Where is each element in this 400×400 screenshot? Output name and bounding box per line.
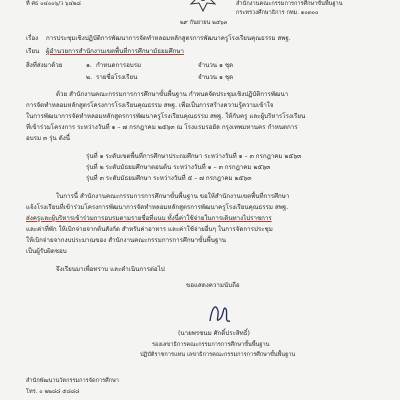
closing-line: จึงเรียนมาเพื่อทราบ และดำเนินการต่อไป [56,266,165,273]
body-line: และค่าที่พัก ให้เบิกจ่ายจากต้นสังกัด สำหรับค่าอาหาร และค่าใช้จ่ายอื่นๆ ในการจัดการประชุม [26,226,273,233]
subject-label: เรื่อง [26,35,39,42]
signature-icon [206,299,232,327]
attachment-no: ๑. [86,62,92,69]
signer-title: รองเลขาธิการคณะกรรมการการศึกษาขั้นพื้นฐาน [152,342,270,348]
body-line: ในการพัฒนาการจัดทำหลอมหลักสูตรการพัฒนาครูโรงเรียนคุณธรรม สพฐ. ให้กับครู และผู้บริหารโรงเรียน [26,113,306,120]
attachment-text: รายชื่อโรงเรียน [96,74,138,81]
body-line: ด้วย สำนักงานคณะกรรมการการศึกษาขั้นพื้นฐาน กำหนดจัดประชุมเชิงปฏิบัติการพัฒนา [56,91,289,98]
body-line: แจ้งโรงเรียนที่เข้าร่วมโครงการพัฒนาการจัดทำหลอมหลักสูตรการพัฒนาครูโรงเรียนคุณธรรม สพฐ. [26,204,289,211]
attachment-text: กำหนดการอบรม [96,62,142,69]
attachment-qty: จำนวน ๑ ชุด [198,74,234,81]
recipient-label: เรียน [26,48,40,55]
attachment-no: ๒. [86,74,93,81]
agency-address: กระทรวงศึกษาธิการ กทม. ๑๐๓๐๐ [236,10,319,16]
round-item: รุ่นที่ ๒ ระดับมัธยมศึกษาตอนต้น ระหว่างวันที่ ๑ – ๓ กรกฎาคม ๒๕๖๓ [86,164,271,171]
subject-text: การประชุมเชิงปฏิบัติการพัฒนาการจัดทำหลอมหลักสูตรการพัฒนาครูโรงเรียนคุณธรรม สพฐ. [46,35,291,42]
round-item: รุ่นที่ ๑ ระดับเขตพื้นที่การศึกษาประถมศึกษา ระหว่างวันที่ ๑ – ๓ กรกฎาคม ๒๕๖๓ [86,153,302,160]
attachments-label: สิ่งที่ส่งมาด้วย [26,62,63,69]
body-line: การจัดทำหลอมหลักสูตรโครงการโรงเรียนคุณธรรม สพฐ. เพื่อเป็นการสร้างความรู้ความเข้าใจ [26,102,274,109]
body-line: ให้เบิกจ่ายจากงบประมาณของ สำนักงานคณะกรรมการการศึกษาขั้นพื้นฐาน [26,237,227,244]
recipient-text: ผู้อำนวยการสำนักงานเขตพื้นที่การศึกษามัธยมศึกษา [46,48,184,55]
body-line: อบรม ๓ รุ่น ดังนี้ [26,135,70,142]
agency-name: สำนักงานคณะกรรมการการศึกษาขั้นพื้นฐาน [236,1,343,7]
attachment-qty: จำนวน ๑ ชุด [198,62,234,69]
body-line: ที่เข้าร่วมโครงการ ระหว่างวันที่ ๑ – ๗ กรกฎาคม ๒๕๖๓ ณ โรงแรมรอยัล กรุงเทพมหานคร กำหนดการ [26,124,298,131]
body-line: ส่งครูและผู้บริหารเข้าร่วมการอบรมตามรายชื่อที่แนบ ทั้งนี้ค่าใช้จ่ายในการเดินทางไปราชการ [26,215,272,222]
footer-office: สำนักพัฒนานวัตกรรมการจัดการศึกษา [26,378,119,384]
document-date: ๒๙ กันยายน ๒๕๖๓ [180,20,228,26]
signer-title-secondary: ปฏิบัติราชการแทน เลขาธิการคณะกรรมการการศึกษาขั้นพื้นฐาน [140,352,296,358]
signer-name: (นายพรชนม ศักดิ์ประสิทธิ์) [178,330,250,337]
body-line: ในการนี้ สำนักงานคณะกรรมการการศึกษาขั้นพื้นฐาน ขอให้สำนักงานเขตพื้นที่การศึกษา [56,193,290,200]
footer-phone: โทร. ๐ ๒๒๘๘ ๕๘๘๘ [26,389,80,395]
round-item: รุ่นที่ ๓ ระดับมัธยมศึกษา ระหว่างวันที่ ๕ – ๗ กรกฎาคม ๒๕๖๓ [86,175,252,182]
body-line: เป็นผู้รับผิดชอบ [26,248,67,255]
document-number: ที่ ศธ ๐๔๐๐๖/ว ๖๔๒๘ [26,1,81,7]
garuda-seal-icon [188,0,218,12]
regards-line: ขอแสดงความนับถือ [186,282,240,289]
